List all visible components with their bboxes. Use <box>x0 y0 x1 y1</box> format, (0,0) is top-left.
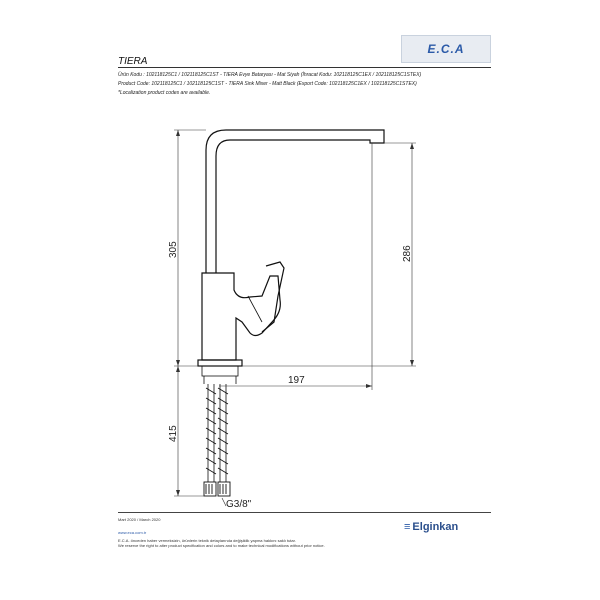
spout-outline <box>206 130 384 273</box>
localization-note: *Localization product codes are available. <box>118 90 211 96</box>
product-code-en: Product Code: 102118125C1 / 102118125C1ST - TIERA Sink Mixer - Matt Black (Export Code: 102118125C1EX / 102118125C1STEX) <box>118 81 417 87</box>
dim-415: 415 <box>168 425 179 442</box>
supply-hoses <box>206 384 228 482</box>
eca-logo: E.C.A <box>401 35 491 63</box>
footer-notice-tr: E.C.A. önceden haber vermeksizin, ürünlerin teknik detaylarında değişiklik yapma hakkını saklı tutar. <box>118 538 296 543</box>
product-title: TIERA <box>118 56 148 67</box>
dim-286: 286 <box>402 245 413 262</box>
elginkan-logo <box>404 521 458 533</box>
mixer-base <box>198 360 242 366</box>
brand-name: Elginkan <box>412 521 459 533</box>
footer-divider <box>118 512 491 513</box>
hose-nuts <box>204 482 230 496</box>
product-code-tr: Ürün Kodu : 102118125C1 / 102118125C1ST - TIERA Evye Bataryası - Mat Siyah (İhracat Kodu: 102118125C1EX / 102118125C1STEX) <box>118 72 422 78</box>
mixer-body <box>202 273 280 360</box>
footer-date: Mart 2020 / March 2020 <box>118 517 161 522</box>
thread-size-label: G3/8" <box>226 499 252 510</box>
elginkan-mark-icon: ≡ <box>404 521 411 533</box>
footer-notice-en: We reserve the right to alter product specification and colors and to make technical modifications without prior notice. <box>118 543 325 548</box>
footer-website[interactable]: www.eca.com.tr <box>118 530 147 535</box>
dim-197: 197 <box>288 375 305 386</box>
dim-305: 305 <box>168 241 179 258</box>
